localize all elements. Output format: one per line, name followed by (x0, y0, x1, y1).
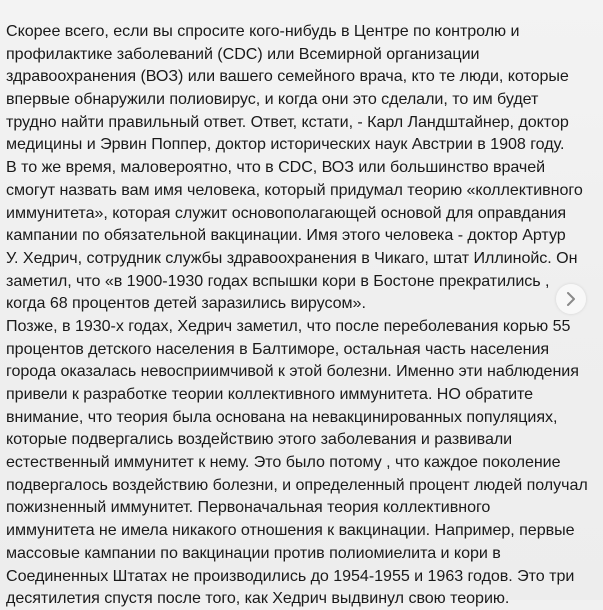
text-line: смогут назвать вам имя человека, который придумал теорию «коллективного (6, 180, 583, 199)
text-line: Соединенных Штатах не производились до 1954-1955 и 1963 годов. Это три (6, 566, 575, 585)
next-slide-button[interactable] (556, 284, 586, 314)
text-line: Позже, в 1930-х годах, Хедрич заметил, что после переболевания корью 55 (6, 316, 571, 335)
text-line: заметил, что «в 1900-1930 годах вспышки кори в Бостоне прекратились , (6, 271, 550, 290)
text-line: медицины и Эрвин Поппер, доктор исторических наук Австрии в 1908 году. (6, 135, 565, 154)
text-line: У. Хедрич, сотрудник службы здравоохранения в Чикаго, штат Иллинойс. Он (6, 248, 578, 267)
text-line: города оказалась невосприимчивой к этой болезни. Именно эти наблюдения (6, 362, 579, 381)
text-line: профилактике заболеваний (CDC) или Всемирной организации (6, 44, 480, 63)
text-line: пожизненный иммунитет. Первоначальная теория коллективного (6, 498, 491, 517)
text-line: здравоохранения (ВОЗ) или вашего семейного врача, кто те люди, которые (6, 67, 569, 86)
chevron-right-icon (565, 292, 577, 306)
text-line: массовые кампании по вакцинации против полиомиелита и кори в (6, 543, 501, 562)
text-line: кампании по обязательной вакцинации. Имя этого человека - доктор Артур (6, 226, 566, 245)
text-line: иммунитета», которая служит основополагающей основой для оправдания (6, 203, 567, 222)
document-text (6, 20, 600, 610)
text-line: Скорее всего, если вы спросите кого-нибудь в Центре по контролю и (6, 22, 520, 40)
text-line: естественный иммунитет к нему. Это было потому , что каждое поколение (6, 453, 561, 472)
text-line: трудно найти правильный ответ. Ответ, кстати, - Карл Ландштайнер, доктор (6, 112, 569, 131)
text-line: процентов детского населения в Балтиморе, остальная часть населения (6, 339, 550, 358)
text-line: иммунитета не имела никакого отношения к вакцинации. Например, первые (6, 521, 575, 540)
text-line: впервые обнаружили полиовирус, и когда они это сделали, то им будет (6, 90, 539, 109)
text-line: подвергалось воздействию болезни, и определенный процент людей получал (6, 475, 588, 494)
text-line: внимание, что теория была основана на невакцинированных популяциях, (6, 407, 558, 426)
text-line: когда 68 процентов детей заразились вирусом». (6, 294, 366, 313)
text-line: которые подвергались воздействию этого заболевания и развивали (6, 430, 513, 449)
text-line: привели к разработке теории коллективного иммунитета. НО обратите (6, 385, 534, 403)
text-line: В то же время, маловероятно, что в CDC, ВОЗ или большинство врачей (6, 158, 546, 177)
text-line: десятилетия спустя после того, как Хедрич выдвинул свою теорию. (6, 589, 510, 608)
